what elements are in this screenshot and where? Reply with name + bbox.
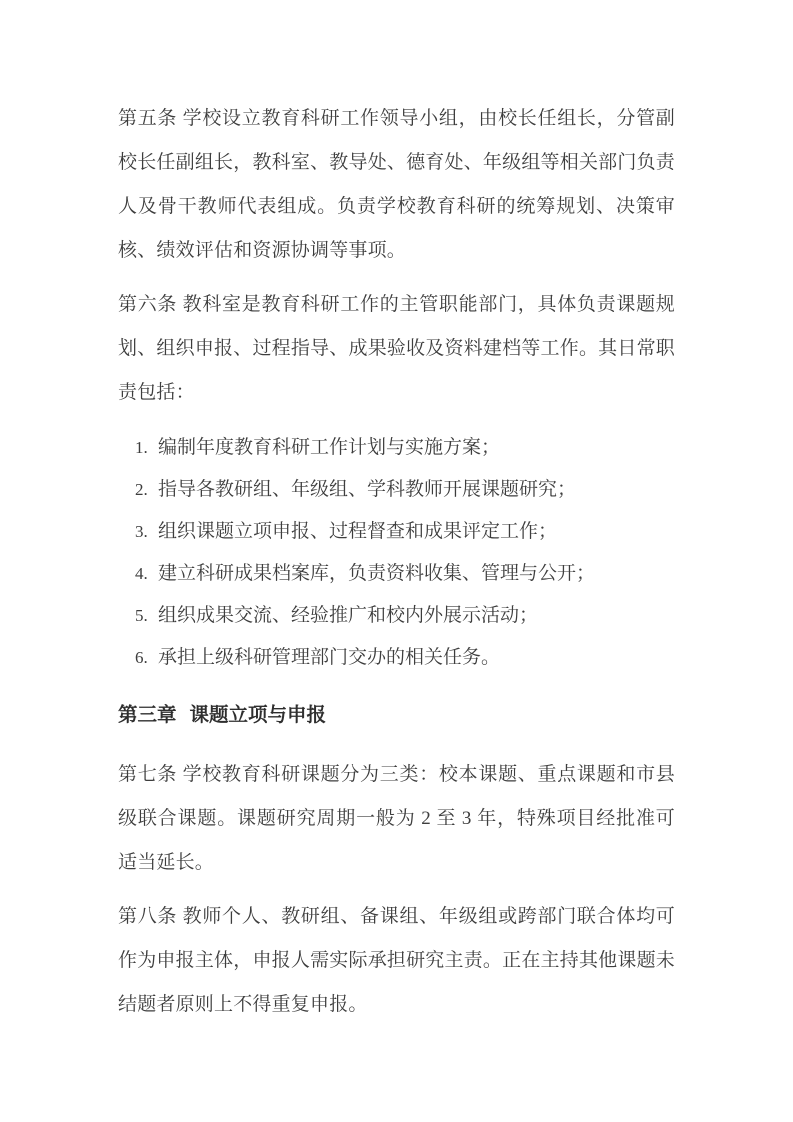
paragraph-article-7: 第七条 学校教育科研课题分为三类：校本课题、重点课题和市县级联合课题。课题研究周期一般为 2 至 3 年，特殊项目经批准可适当延长。: [118, 764, 675, 873]
list-item: 5. 组织成果交流、经验推广和校内外展示活动；: [152, 595, 675, 637]
duty-list: [118, 427, 675, 679]
chapter-heading: [118, 694, 675, 738]
list-item: 1. 编制年度教育科研工作计划与实施方案；: [152, 427, 675, 469]
paragraph-article-6: 第六条 教科室是教育科研工作的主管职能部门，具体负责课题规划、组织申报、过程指导、成果验收及资料建档等工作。其日常职责包括：: [118, 294, 675, 403]
list-item: 4. 建立科研成果档案库，负责资料收集、管理与公开；: [152, 553, 675, 595]
paragraph-article-5: 第五条 学校设立教育科研工作领导小组，由校长任组长，分管副校长任副组长，教科室、教导处、德育处、年级组等相关部门负责人及骨干教师代表组成。负责学校教育科研的统筹规划、决策审核、绩效评估和资源协调等事项。: [118, 108, 675, 261]
list-item: 3. 组织课题立项申报、过程督查和成果评定工作；: [152, 511, 675, 553]
list-item: 2. 指导各教研组、年级组、学科教师开展课题研究；: [152, 469, 675, 511]
paragraph-article-8: 第八条 教师个人、教研组、备课组、年级组或跨部门联合体均可作为申报主体，申报人需实际承担研究主责。正在主持其他课题未结题者原则上不得重复申报。: [118, 906, 675, 1015]
chapter-number: 第三章: [118, 705, 177, 726]
chapter-title: 课题立项与申报: [189, 705, 327, 726]
list-item: 6. 承担上级科研管理部门交办的相关任务。: [152, 637, 675, 679]
